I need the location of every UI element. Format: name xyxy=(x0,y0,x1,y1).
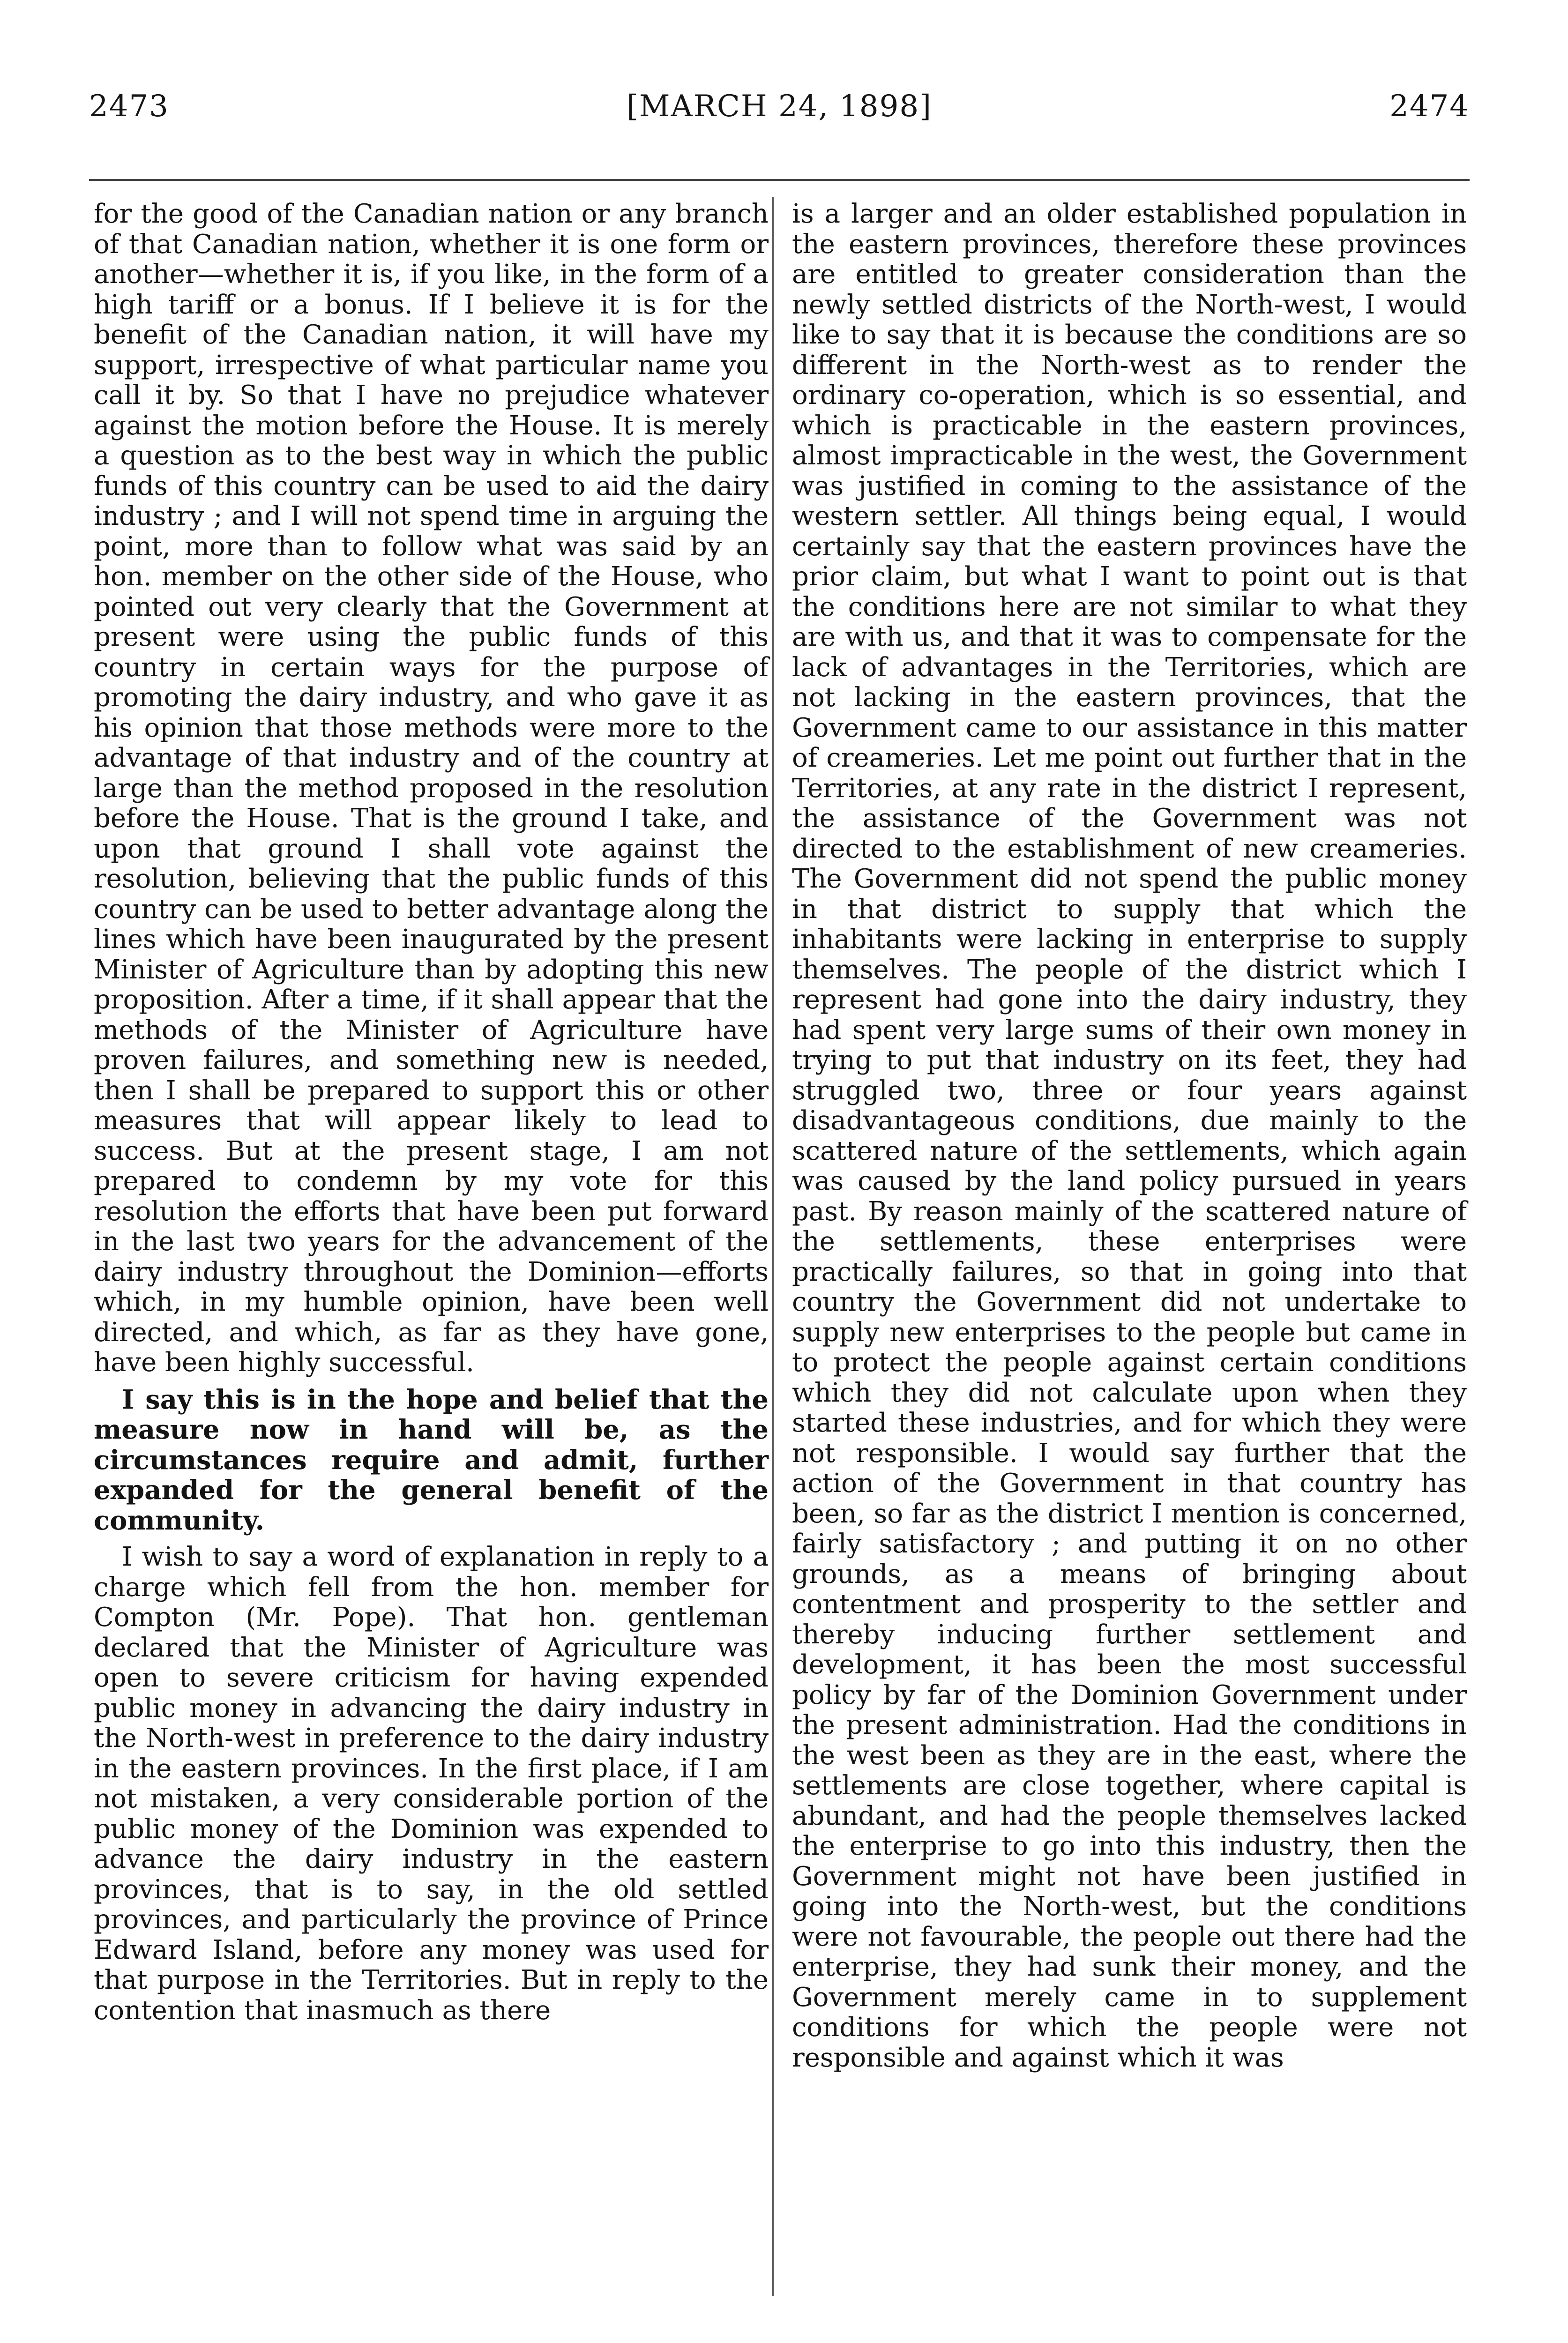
left-page-number: 2473 xyxy=(89,89,169,124)
header-date: [MARCH 24, 1898] xyxy=(627,89,932,124)
left-column xyxy=(94,199,769,2298)
right-page-number: 2474 xyxy=(1389,89,1470,124)
paragraph: I say this is in the hope and belief that the measure now in hand will be, as the circumstances require and admit, further expanded for the general benefit of the community. xyxy=(94,1384,769,1536)
right-column xyxy=(792,199,1467,2298)
header-rule xyxy=(89,179,1470,181)
paragraph: I wish to say a word of explanation in reply to a charge which fell from the hon. member for Compton (Mr. Pope). That hon. gentleman declared that the Minister of Agriculture was open to severe criticism for having expended public money in advancing the dairy industry in the North-west in preference to the dairy industry in the eastern provinces. In the first place, if I am not mistaken, a very considerable portion of the public money of the Dominion was expended to advance the dairy industry in the eastern provinces, that is to say, in the old settled provinces, and particularly the province of Prince Edward Island, before any money was used for that purpose in the Territories. But in reply to the contention that inasmuch as there xyxy=(94,1542,769,2026)
column-divider xyxy=(772,197,774,2296)
paragraph: for the good of the Canadian nation or any branch of that Canadian nation, whether it is one form or another—whether it is, if you like, in the form of a high tariff or a bonus. If I believe it is for the benefit of the Canadian nation, it will have my support, irrespective of what particular name you call it by. So that I have no prejudice whatever against the motion before the House. It is merely a question as to the best way in which the public funds of this country can be used to aid the dairy industry ; and I will not spend time in arguing the point, more than to follow what was said by an hon. member on the other side of the House, who pointed out very clearly that the Government at present were using the public funds of this country in certain ways for the purpose of promoting the dairy industry, and who gave it as his opinion that those methods were more to the advantage of that industry and of the country at large than the method proposed in the resolution before the House. That is the ground I take, and upon that ground I shall vote against the resolution, believing that the public funds of this country can be used to better advantage along the lines which have been inaugurated by the present Minister of Agriculture than by adopting this new proposition. After a time, if it shall appear that the methods of the Minister of Agriculture have proven failures, and something new is needed, then I shall be prepared to support this or other measures that will appear likely to lead to success. But at the present stage, I am not prepared to condemn by my vote for this resolution the efforts that have been put forward in the last two years for the advancement of the dairy industry throughout the Dominion—efforts which, in my humble opinion, have been well directed, and which, as far as they have gone, have been highly successful. xyxy=(94,199,769,1378)
paragraph: is a larger and an older established population in the eastern provinces, therefore these provinces are entitled to greater consideration than the newly settled districts of the North-west, I would like to say that it is because the conditions are so different in the North-west as to render the ordinary co-operation, which is so essential, and which is practicable in the eastern provinces, almost impracticable in the west, the Government was justified in coming to the assistance of the western settler. All things being equal, I would certainly say that the eastern provinces have the prior claim, but what I want to point out is that the conditions here are not similar to what they are with us, and that it was to compensate for the lack of advantages in the Territories, which are not lacking in the eastern provinces, that the Government came to our assistance in this matter of creameries. Let me point out further that in the Territories, at any rate in the district I represent, the assistance of the Government was not directed to the establishment of new creameries. The Government did not spend the public money in that district to supply that which the inhabitants were lacking in enterprise to supply themselves. The people of the district which I represent had gone into the dairy industry, they had spent very large sums of their own money in trying to put that industry on its feet, they had struggled two, three or four years against disadvantageous conditions, due mainly to the scattered nature of the settlements, which again was caused by the land policy pursued in years past. By reason mainly of the scattered nature of the settlements, these enterprises were practically failures, so that in going into that country the Government did not undertake to supply new enterprises to the people but came in to protect the people against certain conditions which they did not calculate upon when they started these industries, and for which they were not responsible. I would say further that the action of the Government in that country has been, so far as the district I mention is concerned, fairly satisfactory ; and putting it on no other grounds, as a means of bringing about contentment and prosperity to the settler and thereby inducing further settlement and development, it has been the most successful policy by far of the Dominion Government under the present administration. Had the conditions in the west been as they are in the east, where the settlements are close together, where capital is abundant, and had the people themselves lacked the enterprise to go into this industry, then the Government might not have been justified in going into the North-west, but the conditions were not favourable, the people out there had the enterprise, they had sunk their money, and the Government merely came in to supplement conditions for which the people were not responsible and against which it was xyxy=(792,199,1467,2073)
page-header xyxy=(89,89,1470,145)
